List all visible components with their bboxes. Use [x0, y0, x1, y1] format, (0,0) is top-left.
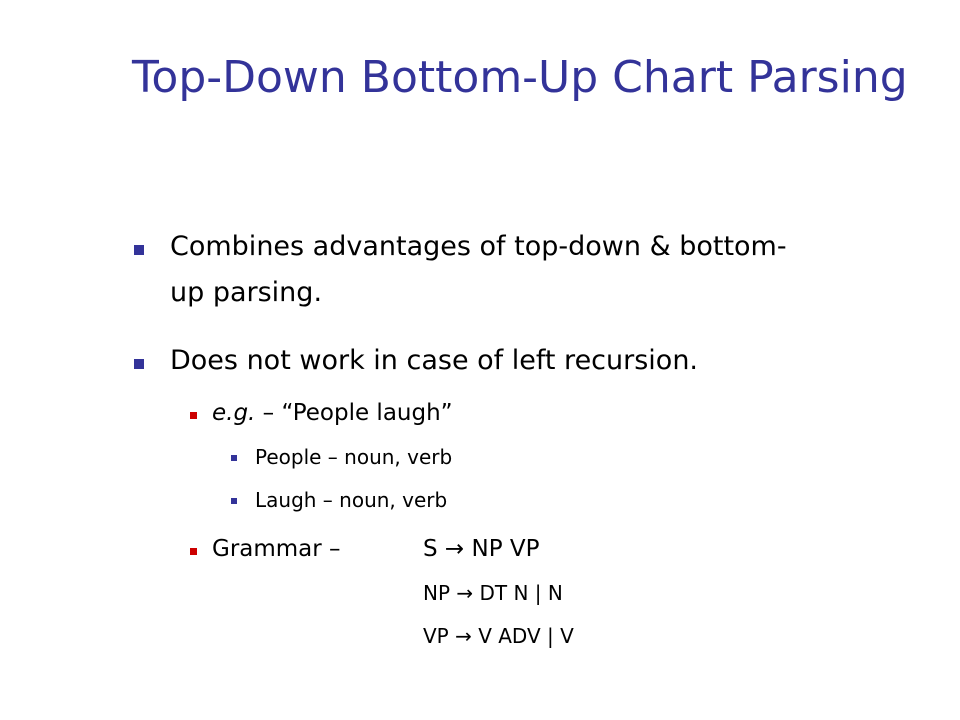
sub-bullet-example — [190, 401, 453, 428]
square-bullet-icon — [231, 498, 237, 504]
example-rest: – “People laugh” — [255, 400, 453, 426]
slide-title: Top-Down Bottom-Up Chart Parsing — [132, 52, 908, 103]
square-bullet-icon — [134, 359, 144, 369]
grammar-rule-s: S → NP VP — [423, 536, 540, 562]
grammar-label: Grammar – — [212, 536, 341, 562]
square-bullet-icon — [231, 455, 237, 461]
grammar-rule-np: NP → DT N | N — [423, 581, 563, 605]
grammar-rule-vp: VP → V ADV | V — [423, 624, 574, 648]
example-prefix: e.g. — [212, 400, 256, 426]
sub-sub-bullet-people — [231, 446, 452, 469]
bullet-combines-advantages — [134, 232, 787, 316]
bullet-text-line2: up parsing. — [170, 277, 323, 308]
sub-sub-bullet-laugh — [231, 489, 447, 512]
example-item: Laugh – noun, verb — [255, 488, 448, 512]
square-bullet-icon — [134, 245, 144, 255]
bullet-left-recursion — [134, 346, 698, 384]
example-item: People – noun, verb — [255, 445, 453, 469]
sub-bullet-grammar — [190, 537, 341, 564]
square-bullet-icon — [190, 412, 197, 419]
bullet-text: Does not work in case of left recursion. — [170, 345, 699, 376]
square-bullet-icon — [190, 548, 197, 555]
bullet-text-line1: Combines advantages of top-down & bottom- — [170, 231, 787, 262]
